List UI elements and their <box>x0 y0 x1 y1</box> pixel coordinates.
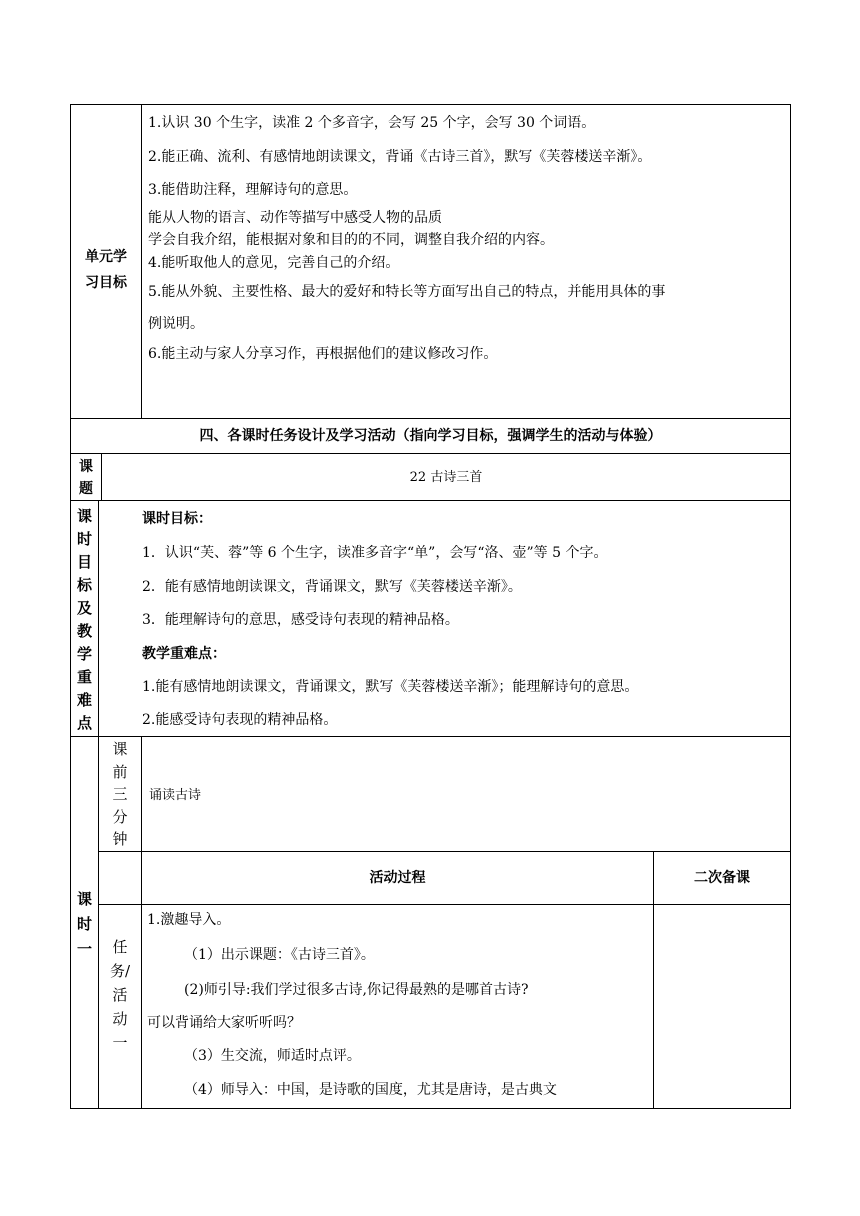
lesson-goals-label: 课 时 目 标 及 教 学 重 难 点 <box>76 507 92 732</box>
activity-line: (2)师引导:我们学过很多古诗,你记得最熟的是哪首古诗? <box>184 982 529 998</box>
unit-goal-item: 6.能主动与家人分享习作，再根据他们的建议修改习作。 <box>148 346 498 362</box>
activity-line: （1）出示课题：《古诗三首》。 <box>184 947 375 963</box>
unit-goal-item: 能从人物的语言、动作等描写中感受人物的品质 <box>148 210 442 226</box>
unit-goal-item: 学会自我介绍，能根据对象和目的的不同，调整自我介绍的内容。 <box>148 232 554 248</box>
lesson-goal-item: 1．认识“芙、蓉”等 6 个生字，读准多音字“单”，会写“洛、壶”等 5 个字。 <box>142 545 608 561</box>
lesson-goals-heading: 课时目标： <box>142 511 212 527</box>
unit-goal-item: 3.能借助注释，理解诗句的意思。 <box>148 182 358 198</box>
unit-goal-item: 例说明。 <box>148 316 204 332</box>
lesson-goal-item: 3．能理解诗句的意思，感受诗句表现的精神品格。 <box>142 612 459 628</box>
unit-goals-label: 单元学 习目标 <box>85 249 127 291</box>
activity-header: 活动过程 <box>369 870 426 886</box>
task-label: 任 务/ 活 动 一 <box>109 938 131 1052</box>
pre-class-content: 诵读古诗 <box>149 788 202 803</box>
key-point-item: 2.能感受诗句表现的精神品格。 <box>142 712 338 728</box>
period-one-label: 课 时 一 <box>76 890 92 958</box>
section-title: 四、各课时任务设计及学习活动（指向学习目标，强调学生的活动与体验） <box>199 428 662 444</box>
key-points-heading: 教学重难点： <box>142 646 226 662</box>
activity-line: 1.激趣导入。 <box>147 912 231 928</box>
unit-goal-item: 1.认识 30 个生字，读准 2 个多音字，会写 25 个字，会写 30 个词语。 <box>148 115 596 131</box>
activity-line: 可以背诵给大家听听吗？ <box>147 1015 301 1031</box>
pre-class-label: 课 前 三 分 钟 <box>112 740 128 848</box>
lesson-topic-value: 22 古诗三首 <box>409 470 483 485</box>
second-prep-header: 二次备课 <box>694 870 750 886</box>
unit-goal-item: 4.能听取他人的意见，完善自己的介绍。 <box>148 255 400 271</box>
activity-line: （4）师导入：中国，是诗歌的国度，尤其是唐诗，是古典文 <box>184 1082 557 1098</box>
key-point-item: 1.能有感情地朗读课文，背诵课文，默写《芙蓉楼送辛渐》；能理解诗句的意思。 <box>142 679 639 695</box>
lesson-goal-item: 2．能有感情地朗读课文，背诵课文，默写《芙蓉楼送辛渐》。 <box>142 579 522 595</box>
activity-line: （3）生交流，师适时点评。 <box>184 1048 361 1064</box>
unit-goal-item: 2.能正确、流利、有感情地朗读课文，背诵《古诗三首》，默写《芙蓉楼送辛渐》。 <box>148 149 652 165</box>
unit-goal-item: 5.能从外貌、主要性格、最大的爱好和特长等方面写出自己的特点，并能用具体的事 <box>148 284 666 300</box>
lesson-topic-label: 课 题 <box>79 459 93 497</box>
